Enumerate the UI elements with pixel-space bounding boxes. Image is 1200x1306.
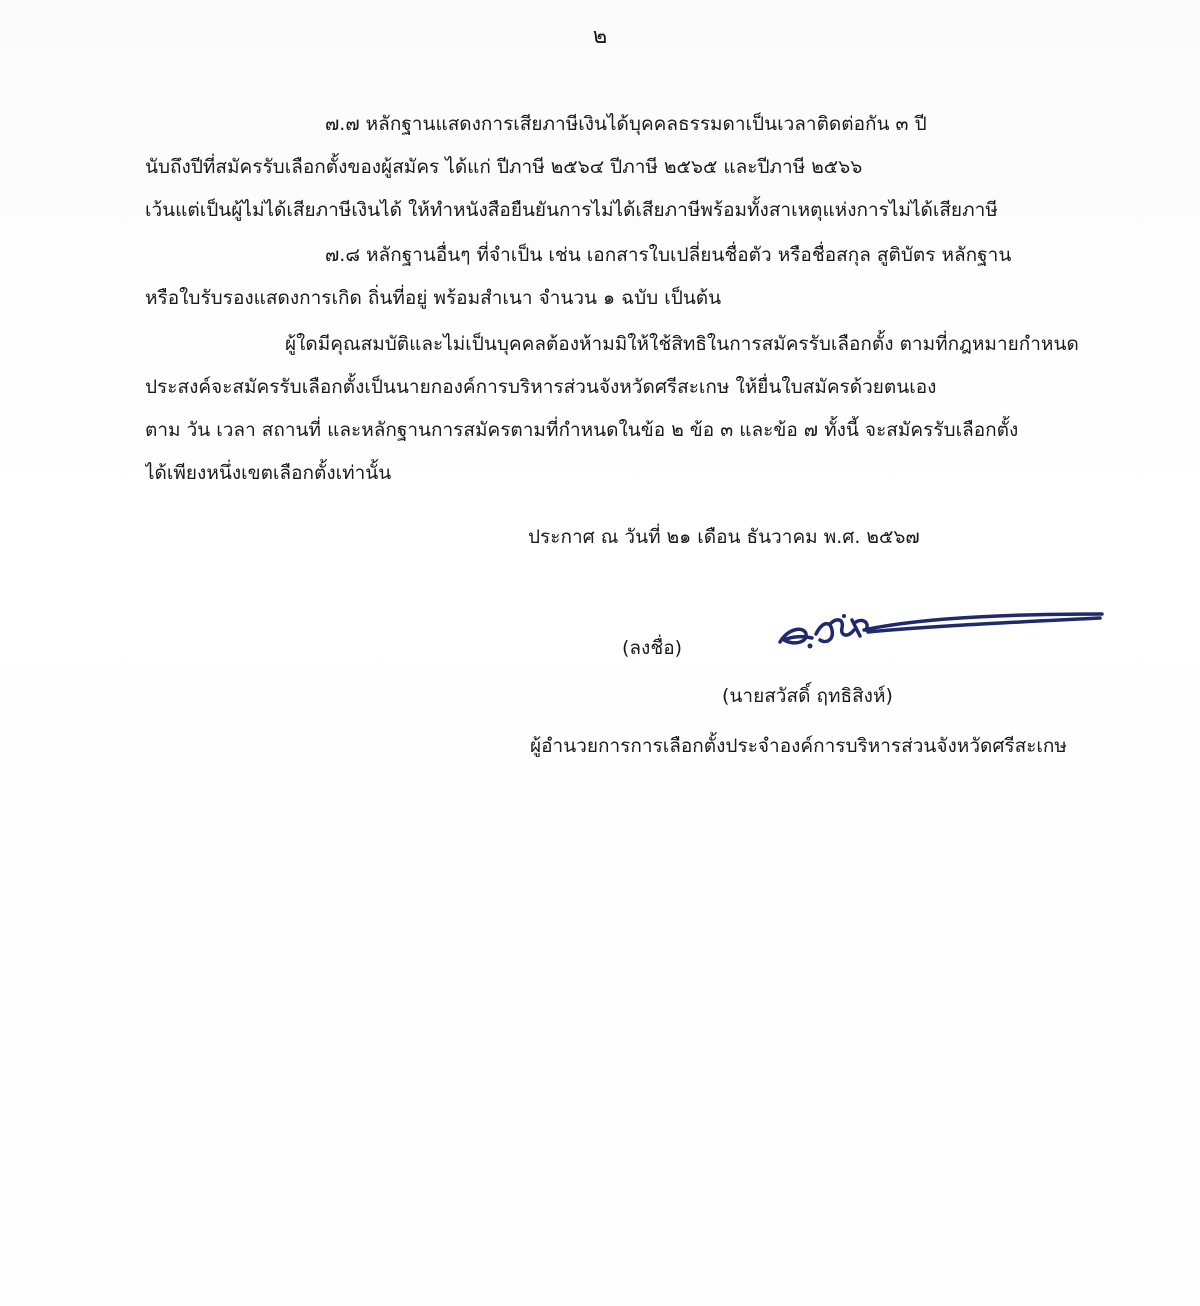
page-number: ๒ <box>592 24 608 49</box>
item-7-7-line-2: นับถึงปีที่สมัครรับเลือกตั้งของผู้สมัคร ได้แก่ ปีภาษี ๒๕๖๔ ปีภาษี ๒๕๖๕ และปีภาษี ๒๕๖๖ <box>145 156 863 178</box>
handwritten-signature <box>770 600 1110 660</box>
item-7-7-paragraph <box>145 103 1125 232</box>
item-7-7-line-3: เว้นแต่เป็นผู้ไม่ได้เสียภาษีเงินได้ ให้ทำหนังสือยืนยันการไม่ได้เสียภาษีพร้อมทั้งสาเหตุแห่งการไม่ได้เสียภาษี <box>145 199 998 221</box>
announcement-date: ประกาศ ณ วันที่ ๒๑ เดือน ธันวาคม พ.ศ. ๒๕๖๗ <box>528 526 920 548</box>
closing-line-2: ประสงค์จะสมัครรับเลือกตั้งเป็นนายกองค์การบริหารส่วนจังหวัดศรีสะเกษ ให้ยื่นใบสมัครด้วยตนเอง <box>145 376 937 398</box>
item-7-8-line-2: หรือใบรับรองแสดงการเกิด ถิ่นที่อยู่ พร้อมสำเนา จำนวน ๑ ฉบับ เป็นต้น <box>145 287 722 309</box>
closing-line-4: ได้เพียงหนึ่งเขตเลือกตั้งเท่านั้น <box>145 462 392 484</box>
signature-label: (ลงชื่อ) <box>622 637 683 659</box>
signer-name: (นายสวัสดิ์ ฤทธิสิงห์) <box>722 685 893 707</box>
closing-line-3: ตาม วัน เวลา สถานที่ และหลักฐานการสมัครตามที่กำหนดในข้อ ๒ ข้อ ๓ และข้อ ๗ ทั้งนี้ จะสมัครรับเลือกตั้ง <box>145 419 1019 441</box>
item-7-8-line-1: ๗.๘ หลักฐานอื่นๆ ที่จำเป็น เช่น เอกสารใบเปลี่ยนชื่อตัว หรือชื่อสกุล สูติบัตร หลักฐาน <box>325 244 1012 266</box>
signer-title: ผู้อำนวยการการเลือกตั้งประจำองค์การบริหารส่วนจังหวัดศรีสะเกษ <box>530 735 1067 757</box>
closing-paragraph <box>145 323 1125 495</box>
item-7-7-line-1: ๗.๗ หลักฐานแสดงการเสียภาษีเงินได้บุคคลธรรมดาเป็นเวลาติดต่อกัน ๓ ปี <box>325 113 927 135</box>
closing-line-1: ผู้ใดมีคุณสมบัติและไม่เป็นบุคคลต้องห้ามมิให้ใช้สิทธิในการสมัครรับเลือกตั้ง ตามที่กฎหมายกำหนด <box>285 333 1079 355</box>
item-7-8-paragraph <box>145 234 1125 320</box>
